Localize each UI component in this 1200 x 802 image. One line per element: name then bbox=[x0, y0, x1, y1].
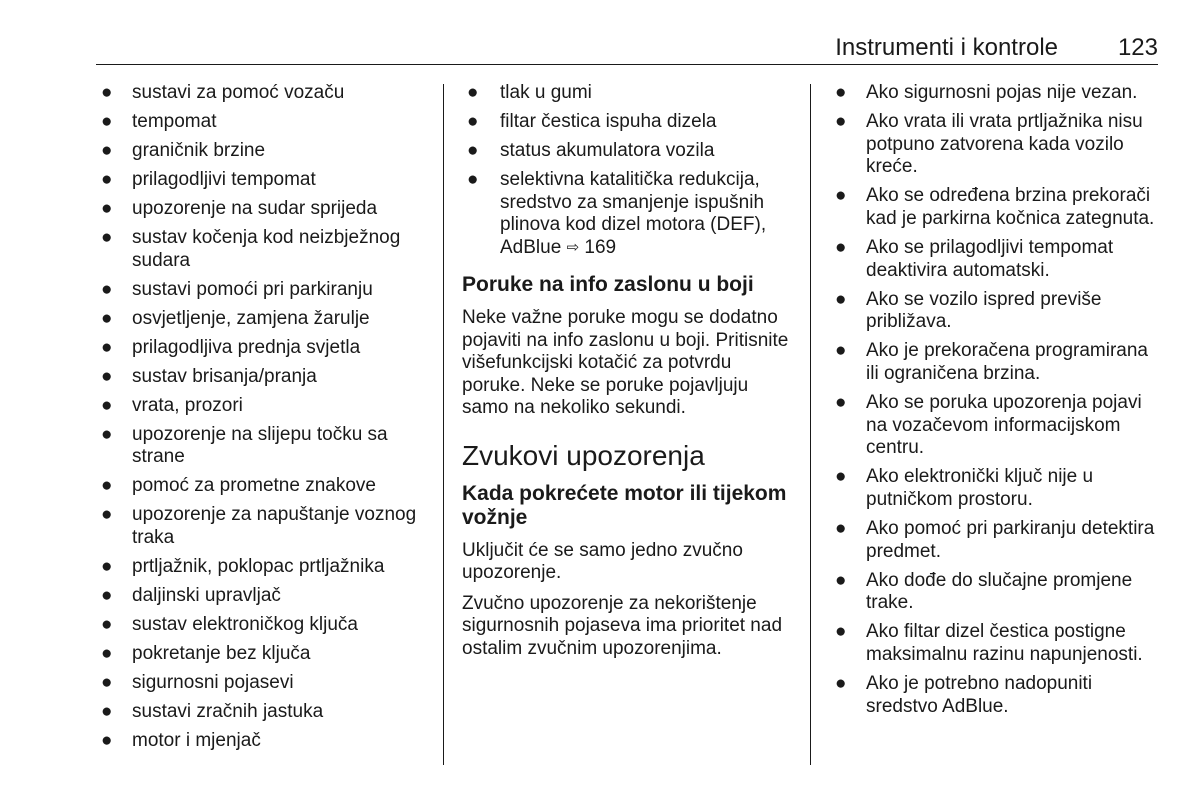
list-item-text: selektivna katalitička redukcija, sredstvo za smanjenje ispušnih plinova kod dizel motora (DEF), AdBlue bbox=[500, 169, 767, 258]
paragraph: Neke važne poruke mogu se dodatno pojaviti na info zaslonu u boji. Pritisnite višefunkcijski kotačić za potvrdu poruke. Neke se poruke pojavljuju samo na nekoliko sekundi. bbox=[462, 307, 789, 418]
list-item-text: Ako se prilagodljivi tempomat deaktivira automatski. bbox=[866, 237, 1114, 281]
col1-bullet-list bbox=[96, 82, 431, 752]
bullet-icon: ● bbox=[835, 466, 847, 488]
list-item-text: filtar čestica ispuha dizela bbox=[500, 111, 717, 132]
bullet-icon: ● bbox=[835, 288, 847, 310]
list-item bbox=[462, 111, 797, 134]
list-item bbox=[830, 289, 1165, 334]
list-item bbox=[96, 169, 431, 192]
list-item bbox=[96, 279, 431, 302]
list-item bbox=[830, 237, 1165, 282]
list-item bbox=[830, 673, 1165, 718]
list-item-text: Ako sigurnosni pojas nije vezan. bbox=[866, 82, 1138, 103]
list-item-text: sustavi zračnih jastuka bbox=[132, 700, 324, 722]
bullet-icon: ● bbox=[101, 82, 113, 103]
list-item bbox=[96, 424, 431, 469]
column-2 bbox=[462, 82, 797, 668]
list-item-text: upozorenje za napuštanje voznog traka bbox=[132, 504, 417, 548]
list-item bbox=[830, 570, 1165, 615]
list-item-text: upozorenje na sudar sprijeda bbox=[132, 198, 378, 219]
list-item-text: sustavi pomoći pri parkiranju bbox=[132, 278, 373, 300]
list-item bbox=[96, 701, 431, 724]
subheading-starting-engine: Kada pokrećete motor ili tijekom vožnje bbox=[462, 481, 787, 529]
bullet-icon: ● bbox=[835, 518, 847, 539]
list-item bbox=[96, 140, 431, 163]
list-item bbox=[462, 140, 797, 163]
list-item-text: status akumulatora vozila bbox=[500, 140, 715, 161]
list-item-text: tlak u gumi bbox=[500, 82, 592, 103]
list-item bbox=[462, 82, 797, 105]
list-item-text: upozorenje na slijepu točku sa strane bbox=[132, 423, 388, 467]
list-item bbox=[96, 614, 431, 637]
list-item-text: pomoć za prometne znakove bbox=[132, 475, 376, 496]
bullet-icon: ● bbox=[101, 584, 113, 606]
bullet-icon: ● bbox=[101, 111, 113, 132]
subheading-color-info-display: Poruke na info zaslonu u boji bbox=[462, 273, 754, 296]
paragraph: Uključit će se samo jedno zvučno upozorenje. bbox=[462, 539, 743, 583]
bullet-icon: ● bbox=[467, 82, 479, 103]
list-item bbox=[96, 308, 431, 331]
list-item-text: Ako dođe do slučajne promjene trake. bbox=[866, 569, 1133, 614]
list-item-text: motor i mjenjač bbox=[132, 729, 261, 751]
bullet-icon: ● bbox=[101, 365, 113, 387]
page-number: 123 bbox=[1117, 34, 1158, 61]
list-item bbox=[830, 392, 1165, 460]
bullet-icon: ● bbox=[101, 278, 113, 300]
bullet-icon: ● bbox=[835, 673, 847, 695]
list-item bbox=[830, 111, 1165, 179]
list-item-text: sustav kočenja kod neizbježnog sudara bbox=[132, 227, 401, 271]
column-3 bbox=[830, 82, 1165, 725]
column-divider-2 bbox=[810, 84, 811, 765]
bullet-icon: ● bbox=[835, 82, 847, 103]
list-item bbox=[96, 475, 431, 498]
header-title: Instrumenti i kontrole bbox=[835, 34, 1058, 61]
col2-bullet-list-ref bbox=[462, 169, 797, 259]
list-item-text: osvjetljenje, zamjena žarulje bbox=[132, 307, 370, 329]
column-1 bbox=[96, 82, 431, 759]
list-item-text: Ako elektronički ključ nije u putničkom prostoru. bbox=[866, 466, 1094, 510]
bullet-icon: ● bbox=[101, 140, 113, 161]
list-item-text: Ako vrata ili vrata prtljažnika nisu potpuno zatvorena kada vozilo kreće. bbox=[866, 111, 1143, 178]
list-item bbox=[96, 227, 431, 272]
col3-bullet-list bbox=[830, 82, 1165, 718]
bullet-icon: ● bbox=[467, 140, 479, 161]
bullet-icon: ● bbox=[835, 185, 847, 207]
bullet-icon: ● bbox=[467, 111, 479, 132]
list-item bbox=[462, 169, 797, 259]
list-item bbox=[96, 504, 431, 549]
list-item-text: prilagodljiva prednja svjetla bbox=[132, 336, 361, 358]
page-reference[interactable]: 169 bbox=[584, 236, 617, 258]
page-reference-arrow-icon[interactable]: ⇨ bbox=[566, 238, 580, 256]
list-item bbox=[96, 395, 431, 418]
list-item-text: Ako filtar dizel čestica postigne maksimalnu razinu napunjenosti. bbox=[866, 621, 1143, 665]
bullet-icon: ● bbox=[101, 671, 113, 693]
header-rule bbox=[96, 64, 1158, 65]
list-item bbox=[96, 198, 431, 221]
list-item-text: Ako je prekoračena programirana ili ograničena brzina. bbox=[866, 340, 1148, 384]
list-item-text: Ako se određena brzina prekorači kad je parkirna kočnica zategnuta. bbox=[866, 185, 1155, 229]
col2-bullet-list bbox=[462, 82, 797, 163]
list-item bbox=[96, 366, 431, 389]
list-item-text: sustav elektroničkog ključa bbox=[132, 613, 358, 635]
list-item-text: sustav brisanja/pranja bbox=[132, 365, 317, 387]
list-item bbox=[830, 185, 1165, 230]
bullet-icon: ● bbox=[101, 227, 113, 248]
bullet-icon: ● bbox=[101, 475, 113, 496]
list-item-text: Ako se vozilo ispred previše približava. bbox=[866, 288, 1102, 333]
list-item-text: Ako pomoć pri parkiranju detektira predmet. bbox=[866, 518, 1155, 562]
list-item bbox=[96, 643, 431, 666]
list-item-text: vrata, prozori bbox=[132, 394, 243, 416]
bullet-icon: ● bbox=[101, 700, 113, 722]
list-item-text: graničnik brzine bbox=[132, 140, 266, 161]
bullet-icon: ● bbox=[101, 555, 113, 577]
bullet-icon: ● bbox=[467, 169, 479, 190]
bullet-icon: ● bbox=[101, 169, 113, 190]
list-item bbox=[830, 621, 1165, 666]
list-item bbox=[96, 585, 431, 608]
bullet-icon: ● bbox=[835, 237, 847, 259]
section-heading-warning-chimes: Zvukovi upozorenja bbox=[462, 439, 705, 471]
list-item-text: Ako je potrebno nadopuniti sredstvo AdBlue. bbox=[866, 673, 1093, 717]
bullet-icon: ● bbox=[835, 340, 847, 362]
list-item-text: sigurnosni pojasevi bbox=[132, 671, 294, 693]
bullet-icon: ● bbox=[101, 394, 113, 416]
list-item bbox=[96, 82, 431, 105]
list-item-text: prtljažnik, poklopac prtljažnika bbox=[132, 555, 385, 577]
bullet-icon: ● bbox=[101, 729, 113, 751]
list-item bbox=[830, 466, 1165, 511]
bullet-icon: ● bbox=[101, 642, 113, 664]
list-item bbox=[96, 730, 431, 753]
list-item-text: pokretanje bez ključa bbox=[132, 642, 311, 664]
list-item bbox=[830, 518, 1165, 563]
list-item bbox=[96, 111, 431, 134]
bullet-icon: ● bbox=[101, 504, 113, 525]
bullet-icon: ● bbox=[835, 392, 847, 414]
list-item-text: tempomat bbox=[132, 111, 217, 132]
paragraph: Zvučno upozorenje za nekorištenje sigurnosnih pojaseva ima prioritet nad ostalim zvučnim upozorenjima. bbox=[462, 592, 783, 659]
bullet-icon: ● bbox=[101, 613, 113, 635]
list-item bbox=[96, 337, 431, 360]
list-item bbox=[96, 672, 431, 695]
list-item bbox=[830, 82, 1165, 105]
list-item-text: prilagodljivi tempomat bbox=[132, 169, 316, 190]
bullet-icon: ● bbox=[835, 111, 847, 133]
column-divider-1 bbox=[443, 84, 444, 765]
list-item bbox=[830, 340, 1165, 385]
bullet-icon: ● bbox=[101, 198, 113, 219]
list-item bbox=[96, 556, 431, 579]
list-item-text: sustavi za pomoć vozaču bbox=[132, 82, 345, 103]
bullet-icon: ● bbox=[101, 336, 113, 358]
list-item-text: Ako se poruka upozorenja pojavi na vozačevom informacijskom centru. bbox=[866, 392, 1142, 459]
bullet-icon: ● bbox=[835, 621, 847, 643]
bullet-icon: ● bbox=[101, 423, 113, 445]
bullet-icon: ● bbox=[101, 307, 113, 329]
list-item-text: daljinski upravljač bbox=[132, 584, 281, 606]
bullet-icon: ● bbox=[835, 569, 847, 591]
